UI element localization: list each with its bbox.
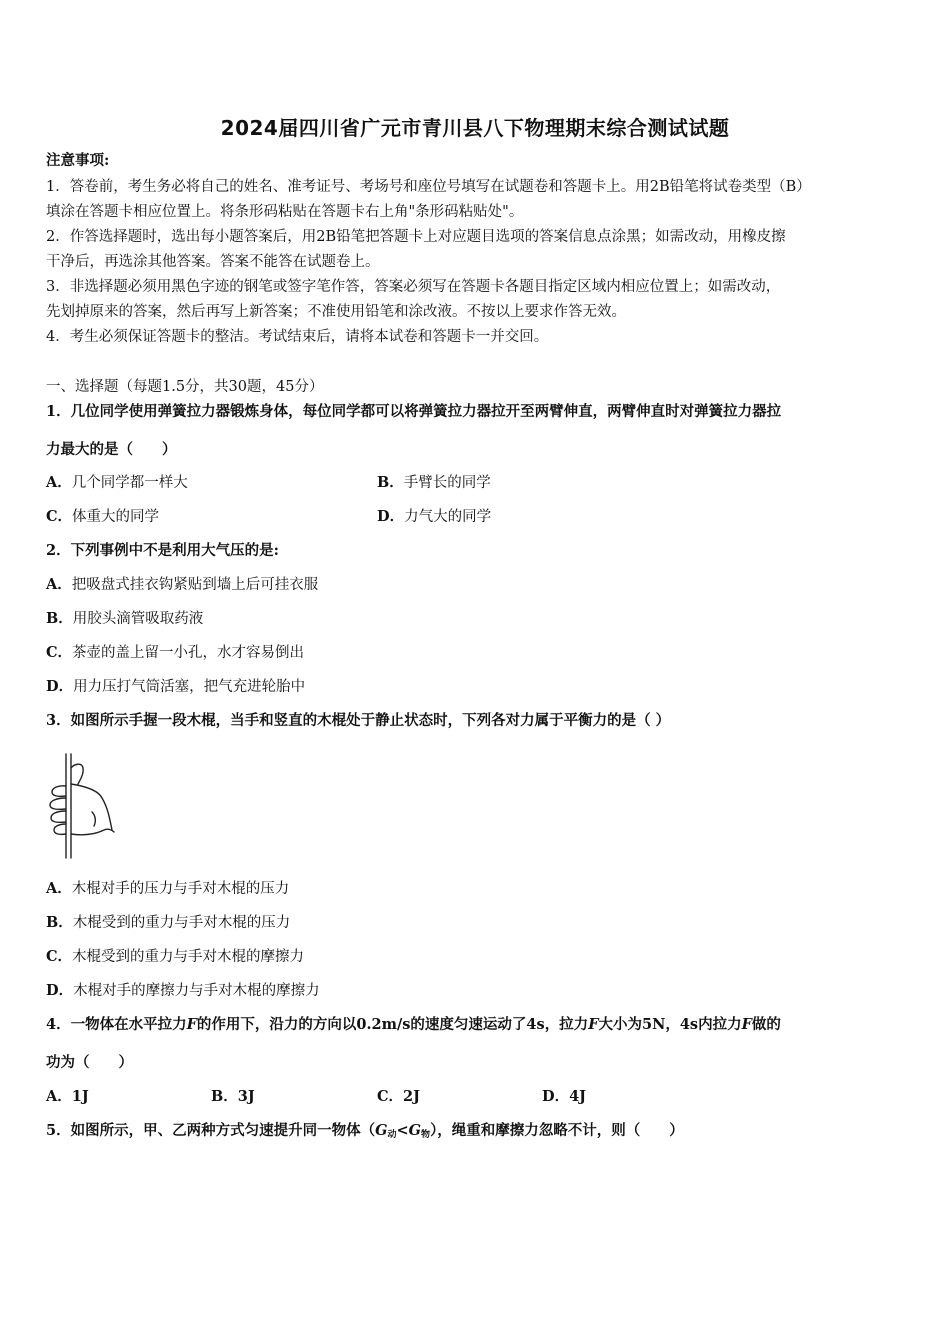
option-label: D． bbox=[542, 1088, 570, 1105]
notice-line: 3．非选择题必须用黑色字迹的钢笔或签字笔作答，答案必须写在答题卡各题目指定区域内相应位置上；如需改动， bbox=[46, 279, 781, 295]
notice-line: 干净后，再选涂其他答案。答案不能答在试题卷上。 bbox=[46, 254, 380, 270]
q1-option-a[interactable] bbox=[46, 473, 188, 493]
q4-option-c[interactable] bbox=[377, 1087, 420, 1107]
option-text: 体重大的同学 bbox=[72, 509, 160, 525]
option-label: C． bbox=[377, 1088, 404, 1105]
q4-option-b[interactable] bbox=[211, 1087, 255, 1107]
option-text: 手臂长的同学 bbox=[403, 475, 491, 491]
q4-speed: 0.2m/s bbox=[356, 1016, 411, 1033]
option-label: C． bbox=[46, 644, 73, 661]
option-text: 木棍对手的压力与手对木棍的压力 bbox=[71, 881, 290, 897]
option-text: 用胶头滴管吸取药液 bbox=[72, 611, 204, 627]
q4-text: ，拉力 bbox=[544, 1016, 589, 1033]
q4-time: 4s bbox=[679, 1016, 699, 1033]
q4-stem-line2: 功为（ ） bbox=[46, 1054, 133, 1071]
option-label: A． bbox=[46, 576, 72, 593]
option-text: 3J bbox=[237, 1088, 255, 1105]
notice-line: 填涂在答题卡相应位置上。将条形码粘贴在答题卡右上角"条形码粘贴处"。 bbox=[46, 204, 524, 220]
option-text: 4J bbox=[569, 1088, 587, 1105]
q1-option-c[interactable] bbox=[46, 507, 159, 527]
option-label: A． bbox=[46, 474, 72, 491]
option-label: B． bbox=[211, 1088, 238, 1105]
q1-option-b[interactable] bbox=[377, 473, 491, 493]
q5-text: ），绳重和摩擦力忽略不计，则（ ） bbox=[430, 1122, 684, 1139]
q1-stem-line1: 1．几位同学使用弹簧拉力器锻炼身体，每位同学都可以将弹簧拉力器拉开至两臂伸直，两臂伸直时对弹簧拉力器拉 bbox=[46, 403, 782, 420]
q2-option-c[interactable] bbox=[46, 643, 304, 663]
q3-option-d[interactable] bbox=[46, 981, 320, 1001]
force-symbol: F bbox=[588, 1016, 599, 1033]
section-heading: 一、选择题（每题1.5分，共30题，45分） bbox=[46, 379, 324, 395]
q4-option-d[interactable] bbox=[542, 1087, 586, 1107]
option-text: 几个同学都一样大 bbox=[71, 475, 188, 491]
q2-option-a[interactable] bbox=[46, 575, 318, 595]
q3-option-a[interactable] bbox=[46, 879, 289, 899]
g-subscript: 动 bbox=[387, 1130, 397, 1140]
option-text: 力气大的同学 bbox=[404, 509, 492, 525]
option-text: 1J bbox=[71, 1088, 89, 1105]
notice-heading: 注意事项: bbox=[46, 152, 110, 169]
option-text: 木棍受到的重力与手对木棍的摩擦力 bbox=[72, 949, 305, 965]
q4-time: 4s bbox=[526, 1016, 545, 1033]
option-text: 把吸盘式挂衣钩紧贴到墙上后可挂衣服 bbox=[71, 577, 319, 593]
option-text: 茶壶的盖上留一小孔，水才容易倒出 bbox=[72, 645, 305, 661]
q3-option-b[interactable] bbox=[46, 913, 290, 933]
option-text: 用力压打气筒活塞，把气充进轮胎中 bbox=[73, 679, 306, 695]
g-symbol: G bbox=[375, 1122, 388, 1139]
option-label: B． bbox=[46, 610, 73, 627]
option-label: A． bbox=[46, 880, 72, 897]
force-symbol: F bbox=[741, 1016, 752, 1033]
option-label: D． bbox=[377, 508, 405, 525]
notice-line: 4．考生必须保证答题卡的整洁。考试结束后，请将本试卷和答题卡一并交回。 bbox=[46, 329, 549, 345]
hand-holding-stick-figure bbox=[44, 752, 116, 860]
q3-option-c[interactable] bbox=[46, 947, 304, 967]
notice-line: 先划掉原来的答案，然后再写上新答案；不准使用铅笔和涂改液。不按以上要求作答无效。 bbox=[46, 304, 626, 320]
option-text: 木棍对手的摩擦力与手对木棍的摩擦力 bbox=[73, 983, 320, 999]
q2-stem: 2．下列事例中不是利用大气压的是: bbox=[46, 542, 279, 559]
q1-option-d[interactable] bbox=[377, 507, 491, 527]
option-label: B． bbox=[377, 474, 404, 491]
q2-option-b[interactable] bbox=[46, 609, 203, 629]
option-label: A． bbox=[46, 1088, 72, 1105]
q4-text: ， bbox=[665, 1016, 680, 1033]
q5-stem bbox=[46, 1121, 684, 1145]
option-label: C． bbox=[46, 508, 73, 525]
g-symbol: G bbox=[408, 1122, 422, 1139]
q4-force: 5N bbox=[641, 1016, 666, 1033]
option-label: D． bbox=[46, 678, 74, 695]
q4-text: 的速度匀速运动了 bbox=[410, 1016, 527, 1033]
q4-text: 的作用下，沿力的方向以 bbox=[196, 1016, 357, 1033]
page-title: 2024届四川省广元市青川县八下物理期末综合测试试题 bbox=[220, 116, 730, 140]
option-label: B． bbox=[46, 914, 73, 931]
q5-text: 5．如图所示，甲、乙两种方式匀速提升同一物体（ bbox=[46, 1122, 376, 1139]
q3-stem: 3．如图所示手握一段木棍，当手和竖直的木棍处于静止状态时，下列各对力属于平衡力的是（ ） bbox=[46, 712, 671, 729]
less-than-sign: < bbox=[396, 1122, 409, 1139]
q4-option-a[interactable] bbox=[46, 1087, 89, 1107]
option-label: C． bbox=[46, 948, 73, 965]
notice-line: 1．答卷前，考生务必将自己的姓名、准考证号、考场号和座位号填写在试题卷和答题卡上。用2B铅笔将试卷类型（B） bbox=[46, 179, 811, 195]
notice-line: 2．作答选择题时，选出每小题答案后，用2B铅笔把答题卡上对应题目选项的答案信息点涂黑；如需改动，用橡皮擦 bbox=[46, 229, 786, 245]
g-subscript: 物 bbox=[421, 1130, 431, 1140]
q4-stem-line1 bbox=[46, 1015, 781, 1035]
q4-text: 内拉力 bbox=[698, 1016, 742, 1033]
q4-text: 做的 bbox=[751, 1016, 781, 1033]
q2-option-d[interactable] bbox=[46, 677, 305, 697]
option-label: D． bbox=[46, 982, 74, 999]
option-text: 木棍受到的重力与手对木棍的压力 bbox=[72, 915, 291, 931]
force-symbol: F bbox=[186, 1016, 197, 1033]
q4-text: 4．一物体在水平拉力 bbox=[46, 1016, 187, 1033]
q4-text: 大小为 bbox=[598, 1016, 642, 1033]
option-text: 2J bbox=[403, 1088, 420, 1105]
q1-stem-line2: 力最大的是（ ） bbox=[46, 441, 177, 458]
